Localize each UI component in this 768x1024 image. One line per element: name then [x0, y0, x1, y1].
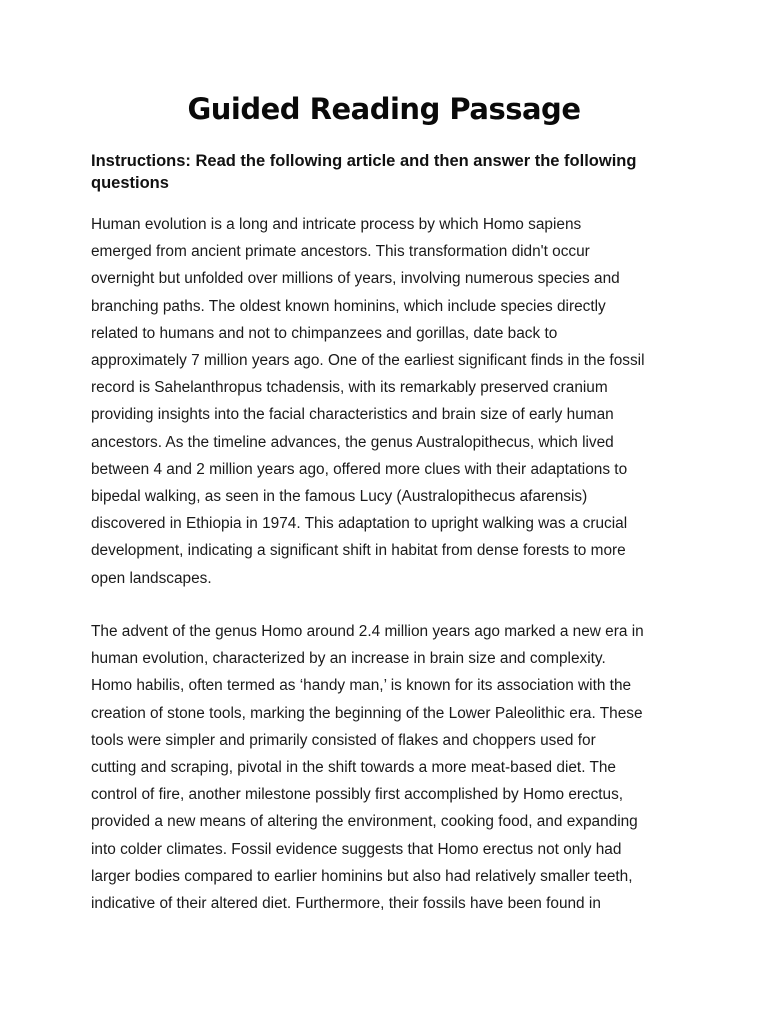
- instructions: [91, 150, 691, 194]
- paragraph-line: indicative of their altered diet. Furthermore, their fossils have been found in: [91, 895, 601, 913]
- paragraph-line: Homo habilis, often termed as ‘handy man,’ is known for its association with the: [91, 677, 632, 695]
- paragraph-line: larger bodies compared to earlier hominins but also had relatively smaller teeth,: [91, 867, 633, 885]
- instructions-line: questions: [91, 174, 169, 192]
- paragraph-line: development, indicating a significant shift in habitat from dense forests to more: [91, 542, 626, 560]
- paragraph-line: approximately 7 million years ago. One of the earliest significant finds in the fossil: [91, 352, 645, 370]
- paragraph-line: branching paths. The oldest known hominins, which include species directly: [91, 297, 606, 315]
- paragraph-line: open landscapes.: [91, 569, 212, 587]
- paragraph-line: related to humans and not to chimpanzees and gorillas, date back to: [91, 324, 558, 342]
- paragraph-line: between 4 and 2 million years ago, offered more clues with their adaptations to: [91, 460, 628, 478]
- instructions-line: Instructions: Read the following article and then answer the following: [91, 152, 637, 170]
- paragraph-line: control of fire, another milestone possibly first accomplished by Homo erectus,: [91, 786, 624, 804]
- paragraph-line: emerged from ancient primate ancestors. This transformation didn't occur: [91, 243, 590, 261]
- paragraph-line: creation of stone tools, marking the beginning of the Lower Paleolithic era. These: [91, 704, 643, 722]
- paragraph-line: record is Sahelanthropus tchadensis, with its remarkably preserved cranium: [91, 379, 608, 397]
- paragraph-line: ancestors. As the timeline advances, the genus Australopithecus, which lived: [91, 433, 614, 451]
- paragraph-line: bipedal walking, as seen in the famous Lucy (Australopithecus afarensis): [91, 488, 588, 506]
- paragraph-line: providing insights into the facial characteristics and brain size of early human: [91, 406, 614, 424]
- paragraph-line: into colder climates. Fossil evidence suggests that Homo erectus not only had: [91, 840, 622, 858]
- body-paragraph-1: [91, 211, 701, 592]
- page-title: Guided Reading Passage: [187, 92, 581, 126]
- paragraph-line: discovered in Ethiopia in 1974. This adaptation to upright walking was a crucial: [91, 515, 628, 533]
- paragraph-line: human evolution, characterized by an increase in brain size and complexity.: [91, 650, 606, 668]
- paragraph-line: provided a new means of altering the environment, cooking food, and expanding: [91, 813, 638, 831]
- paragraph-line: cutting and scraping, pivotal in the shift towards a more meat-based diet. The: [91, 759, 616, 777]
- paragraph-line: Human evolution is a long and intricate process by which Homo sapiens: [91, 216, 582, 233]
- paragraph-line: tools were simpler and primarily consisted of flakes and choppers used for: [91, 731, 596, 749]
- paragraph-line: The advent of the genus Homo around 2.4 million years ago marked a new era in: [91, 623, 644, 640]
- paragraph-line: overnight but unfolded over millions of years, involving numerous species and: [91, 270, 620, 288]
- body-paragraph-2: [91, 618, 701, 917]
